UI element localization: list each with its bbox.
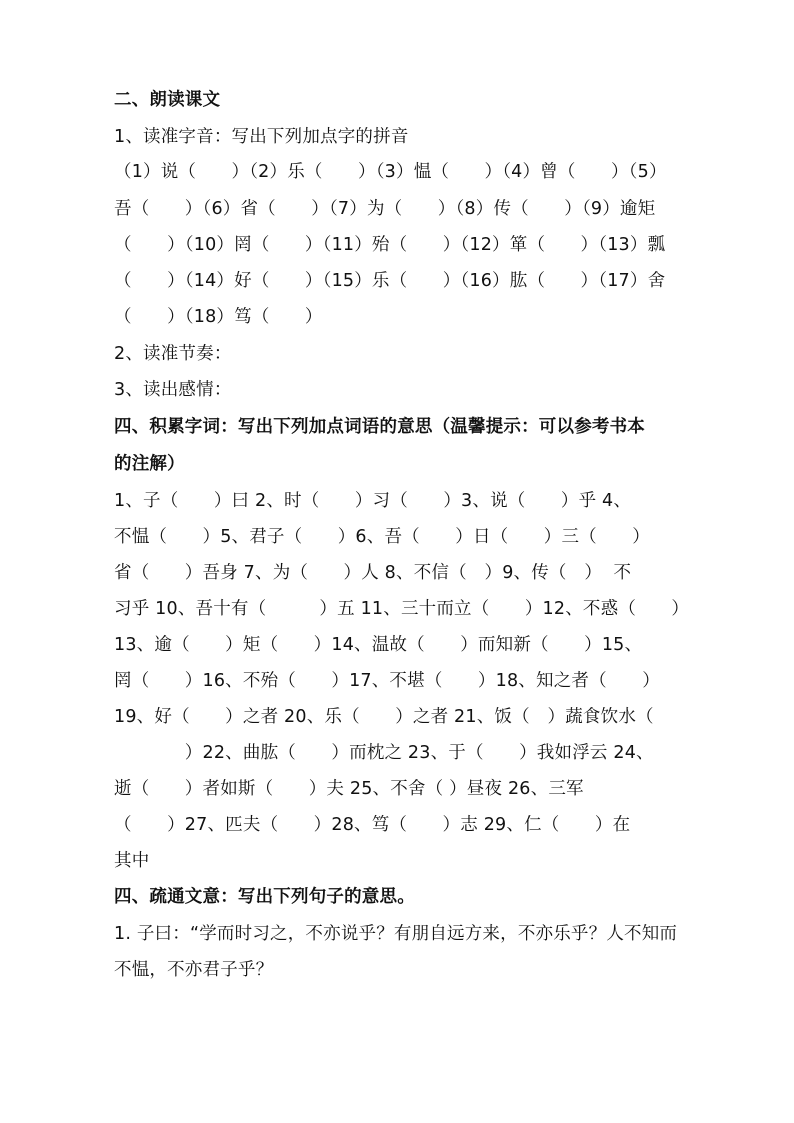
vocab-line-11: 其中 xyxy=(114,851,150,871)
vocab-line-1: 1、子（ ）曰 2、时（ ）习（ ）3、说（ ）乎 4、 xyxy=(114,491,632,511)
vocab-line-7: 19、好（ ）之者 20、乐（ ）之者 21、饭（ ）蔬食饮水（ xyxy=(114,707,654,727)
pinyin-line-5: （ ）（18）笃（ ） xyxy=(114,307,323,327)
vocab-line-2: 不愠（ ）5、君子（ ）6、吾（ ）日（ ）三（ ） xyxy=(114,527,650,547)
vocab-line-8: ）22、曲肱（ ）而枕之 23、于（ ）我如浮云 24、 xyxy=(114,743,654,763)
pinyin-line-4: （ ）（14）好（ ）（15）乐（ ）（16）肱（ ）（17）舍 xyxy=(114,271,666,291)
vocab-line-10: （ ）27、匹夫（ ）28、笃（ ）志 29、仁（ ）在 xyxy=(114,815,631,835)
sentence-line-1: 1. 子曰：“学而时习之，不亦说乎？有朋自远方来，不亦乐乎？人不知而 xyxy=(114,924,678,944)
vocab-line-4: 习乎 10、吾十有（ ）五 11、三十而立（ ）12、不惑（ ） xyxy=(114,599,690,619)
task-emotion: 3、读出感情： xyxy=(114,380,232,400)
section-heading-meaning: 四、疏通文意：写出下列句子的意思。 xyxy=(114,887,415,907)
vocab-line-6: 罔（ ）16、不殆（ ）17、不堪（ ）18、知之者（ ） xyxy=(114,671,660,691)
pinyin-line-2: 吾（ ）（6）省（ ）（7）为（ ）（8）传（ ）（9）逾矩 xyxy=(114,199,656,219)
task-rhythm: 2、读准节奏： xyxy=(114,344,232,364)
section-heading-vocabulary-cont: 的注解） xyxy=(114,454,185,474)
task-pronunciation: 1、读准字音：写出下列加点字的拼音 xyxy=(114,127,409,147)
vocab-line-3: 省（ ）吾身 7、为（ ）人 8、不信（ ）9、传（ ） 不 xyxy=(114,563,632,583)
section-heading-read-text: 二、朗读课文 xyxy=(114,90,221,110)
vocab-line-5: 13、逾（ ）矩（ ）14、温故（ ）而知新（ ）15、 xyxy=(114,635,643,655)
pinyin-line-1: （1）说（ ）（2）乐（ ）（3）愠（ ）（4）曾（ ）（5） xyxy=(114,162,667,182)
vocab-line-9: 逝（ ）者如斯（ ）夫 25、不舍（ ）昼夜 26、三军 xyxy=(114,779,584,799)
pinyin-line-3: （ ）（10）罔（ ）（11）殆（ ）（12）箪（ ）（13）瓢 xyxy=(114,235,666,255)
section-heading-vocabulary: 四、积累字词：写出下列加点词语的意思（温馨提示：可以参考书本 xyxy=(114,417,645,437)
sentence-line-2: 不愠，不亦君子乎？ xyxy=(114,960,274,980)
